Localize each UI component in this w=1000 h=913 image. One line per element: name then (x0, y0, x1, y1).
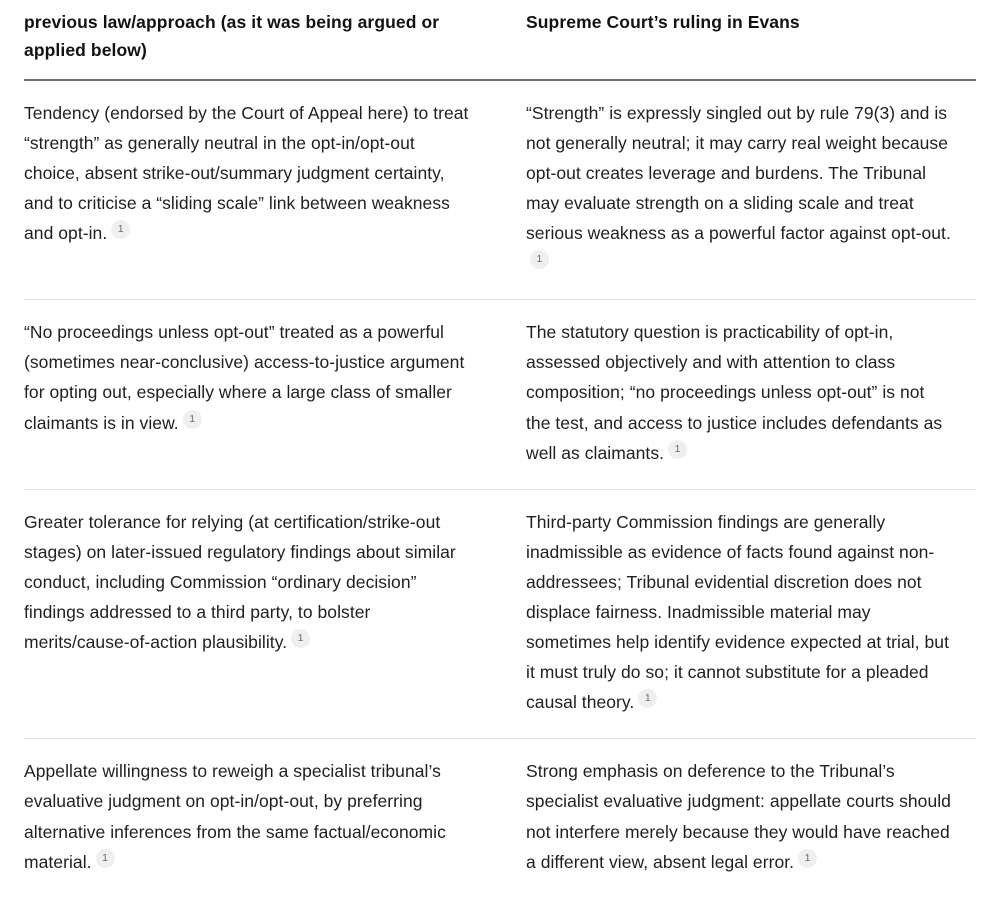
table-header (24, 0, 976, 80)
cell-previous-law (24, 80, 500, 300)
column-header-previous-law: previous law/approach (as it was being argued or applied below) (24, 0, 500, 80)
cell-supreme-court-ruling (500, 739, 976, 898)
citation-badge[interactable]: 1 (638, 689, 657, 708)
cell-previous-law (24, 300, 500, 489)
cell-text: Strong emphasis on deference to the Tribunal’s specialist evaluative judgment: appellate courts should not interfere merely because they would have reached a different view, absent legal error. (526, 761, 951, 872)
cell-text: Third-party Commission findings are generally inadmissible as evidence of facts found against non-addressees; Tribunal evidential discretion does not displace fairness. Inadmissible material may sometimes help identify evidence expected at trial, but it must truly do so; it cannot substitute for a pleaded causal theory. (526, 511, 949, 713)
table-row (24, 300, 976, 489)
table-row (24, 489, 976, 739)
cell-text: The statutory question is practicability of opt-in, assessed objectively and with attention to class composition; “no proceedings unless opt-out” is not the test, and access to justice includes defendants as well as claimants. (526, 322, 943, 463)
cell-supreme-court-ruling (500, 300, 976, 489)
table-row (24, 739, 976, 898)
comparison-table (24, 0, 976, 898)
citation-badge[interactable]: 1 (530, 250, 549, 269)
cell-text: “Strength” is expressly singled out by rule 79(3) and is not generally neutral; it may carry real weight because opt-out creates leverage and burdens. The Tribunal may evaluate strength on a sliding scale and treat serious weakness as a powerful factor against opt-out. (526, 102, 951, 244)
cell-text: “No proceedings unless opt-out” treated as a powerful (sometimes near-conclusive) access-to-justice argument for opting out, especially where a large class of smaller claimants is in view. (24, 322, 465, 433)
citation-badge[interactable]: 1 (668, 440, 687, 459)
citation-badge[interactable]: 1 (111, 220, 130, 239)
table-header-row (24, 0, 976, 80)
cell-previous-law (24, 489, 500, 739)
cell-previous-law (24, 739, 500, 898)
citation-badge[interactable]: 1 (183, 410, 202, 429)
citation-badge[interactable]: 1 (291, 629, 310, 648)
cell-text: Appellate willingness to reweigh a specialist tribunal’s evaluative judgment on opt-in/opt-out, by preferring alternative inferences from the same factual/economic material. (24, 761, 446, 872)
cell-text: Greater tolerance for relying (at certification/strike-out stages) on later-issued regulatory findings about similar conduct, including Commission “ordinary decision” findings addressed to a third party, to bolster merits/cause-of-action plausibility. (24, 511, 456, 653)
cell-supreme-court-ruling (500, 80, 976, 300)
citation-badge[interactable]: 1 (798, 849, 817, 868)
cell-supreme-court-ruling (500, 489, 976, 739)
table-body (24, 80, 976, 898)
citation-badge[interactable]: 1 (96, 849, 115, 868)
column-header-supreme-court-ruling: Supreme Court’s ruling in Evans (500, 0, 976, 80)
table-row (24, 80, 976, 300)
cell-text: Tendency (endorsed by the Court of Appeal here) to treat “strength” as generally neutral in the opt-in/opt-out choice, absent strike-out/summary judgment certainty, and to criticise a “sliding scale” link between weakness and opt-in. (24, 102, 469, 244)
